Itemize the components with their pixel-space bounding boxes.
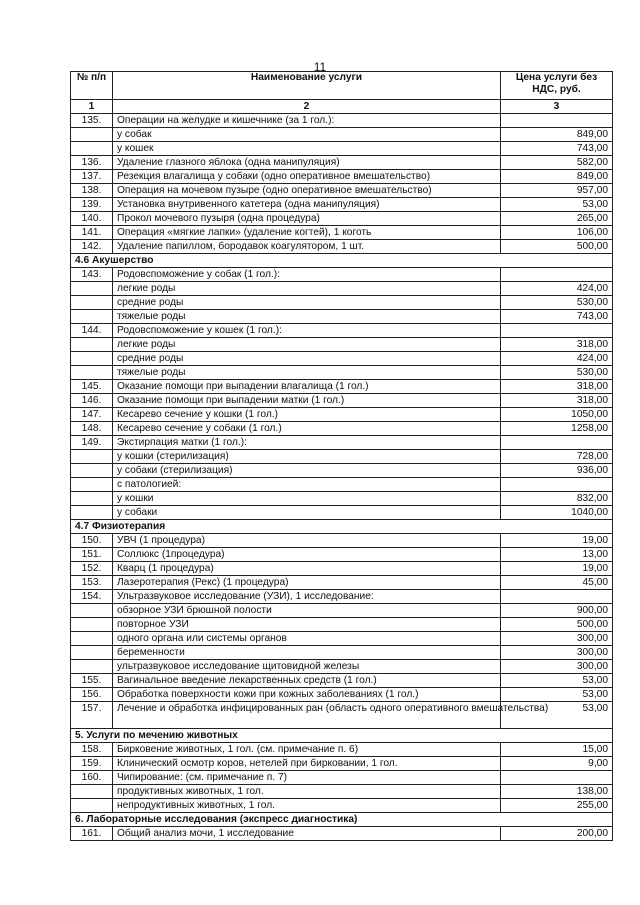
table-row — [71, 128, 613, 142]
table-row — [71, 785, 613, 799]
row-number: 156. — [71, 688, 113, 702]
service-price: 500,00 — [501, 618, 613, 632]
service-name: средние роды — [113, 296, 501, 310]
table-row — [71, 450, 613, 464]
row-number: 136. — [71, 156, 113, 170]
table-row — [71, 702, 613, 729]
table-row — [71, 170, 613, 184]
service-price: 500,00 — [501, 240, 613, 254]
row-number: 144. — [71, 324, 113, 338]
table-row — [71, 156, 613, 170]
section-title: 4.7 Физиотерапия — [71, 520, 613, 534]
service-price: 1258,00 — [501, 422, 613, 436]
row-number: 137. — [71, 170, 113, 184]
table-row — [71, 282, 613, 296]
table-row — [71, 757, 613, 771]
service-price: 318,00 — [501, 394, 613, 408]
service-price — [501, 590, 613, 604]
row-number: 135. — [71, 114, 113, 128]
table-row — [71, 688, 613, 702]
table-row — [71, 534, 613, 548]
row-number — [71, 310, 113, 324]
row-number — [71, 352, 113, 366]
service-price: 19,00 — [501, 562, 613, 576]
table-row — [71, 226, 613, 240]
table-row — [71, 338, 613, 352]
service-price: 849,00 — [501, 170, 613, 184]
row-number — [71, 366, 113, 380]
service-name: Удаление папиллом, бородавок коагулятором, 1 шт. — [113, 240, 501, 254]
table-header-row — [71, 72, 613, 100]
service-name: Кесарево сечение у кошки (1 гол.) — [113, 408, 501, 422]
row-number: 141. — [71, 226, 113, 240]
row-number: 148. — [71, 422, 113, 436]
table-row — [71, 660, 613, 674]
service-name: Бирковение животных, 1 гол. (см. примечание п. 6) — [113, 743, 501, 757]
service-price — [501, 771, 613, 785]
service-price: 832,00 — [501, 492, 613, 506]
row-number: 140. — [71, 212, 113, 226]
service-name: Лазеротерапия (Рекс) (1 процедура) — [113, 576, 501, 590]
service-name: Обработка поверхности кожи при кожных заболеваниях (1 гол.) — [113, 688, 501, 702]
section-row — [71, 813, 613, 827]
service-price — [501, 114, 613, 128]
service-price: 138,00 — [501, 785, 613, 799]
service-name: продуктивных животных, 1 гол. — [113, 785, 501, 799]
service-price: 53,00 — [501, 702, 613, 729]
service-name: УВЧ (1 процедура) — [113, 534, 501, 548]
row-number: 145. — [71, 380, 113, 394]
service-price: 900,00 — [501, 604, 613, 618]
service-name: у собаки — [113, 506, 501, 520]
service-name: у кошки (стерилизация) — [113, 450, 501, 464]
row-number — [71, 478, 113, 492]
service-name: Оказание помощи при выпадении влагалища (1 гол.) — [113, 380, 501, 394]
service-name: непродуктивных животных, 1 гол. — [113, 799, 501, 813]
service-price: 424,00 — [501, 352, 613, 366]
table-row — [71, 827, 613, 841]
service-name: Ультразвуковое исследование (УЗИ), 1 исследование: — [113, 590, 501, 604]
row-number: 139. — [71, 198, 113, 212]
service-price: 530,00 — [501, 296, 613, 310]
table-row — [71, 492, 613, 506]
service-name: Операции на желудке и кишечнике (за 1 гол.): — [113, 114, 501, 128]
service-name: одного органа или системы органов — [113, 632, 501, 646]
service-name: с патологией: — [113, 478, 501, 492]
row-number — [71, 632, 113, 646]
table-row — [71, 380, 613, 394]
table-row — [71, 296, 613, 310]
service-price: 13,00 — [501, 548, 613, 562]
row-number: 150. — [71, 534, 113, 548]
row-number — [71, 338, 113, 352]
table-row — [71, 562, 613, 576]
row-number: 151. — [71, 548, 113, 562]
service-price: 300,00 — [501, 646, 613, 660]
table-row — [71, 240, 613, 254]
column-number-2: 2 — [113, 100, 501, 114]
service-name: Резекция влагалища у собаки (одно оперативное вмешательство) — [113, 170, 501, 184]
service-name: Лечение и обработка инфицированных ран (область одного оперативного вмешательства) — [113, 702, 501, 729]
row-number: 160. — [71, 771, 113, 785]
service-price: 318,00 — [501, 338, 613, 352]
section-title: 5. Услуги по мечению животных — [71, 729, 613, 743]
service-price: 265,00 — [501, 212, 613, 226]
service-price: 45,00 — [501, 576, 613, 590]
row-number: 158. — [71, 743, 113, 757]
table-row — [71, 352, 613, 366]
table-row — [71, 464, 613, 478]
row-number — [71, 646, 113, 660]
service-name: повторное УЗИ — [113, 618, 501, 632]
table-row — [71, 436, 613, 450]
row-number — [71, 492, 113, 506]
service-price — [501, 436, 613, 450]
table-row — [71, 408, 613, 422]
service-price: 318,00 — [501, 380, 613, 394]
service-name: Прокол мочевого пузыря (одна процедура) — [113, 212, 501, 226]
service-price: 936,00 — [501, 464, 613, 478]
table-row — [71, 324, 613, 338]
service-name: беременности — [113, 646, 501, 660]
service-name: Вагинальное введение лекарственных средств (1 гол.) — [113, 674, 501, 688]
row-number: 147. — [71, 408, 113, 422]
section-row — [71, 254, 613, 268]
service-name: Удаление глазного яблока (одна манипуляция) — [113, 156, 501, 170]
table-row — [71, 590, 613, 604]
table-row — [71, 198, 613, 212]
header-price: Цена услуги без НДС, руб. — [501, 72, 613, 100]
row-number — [71, 142, 113, 156]
table-row — [71, 799, 613, 813]
service-name: Клинический осмотр коров, нетелей при бирковании, 1 гол. — [113, 757, 501, 771]
service-price: 300,00 — [501, 632, 613, 646]
service-price — [501, 268, 613, 282]
service-price: 200,00 — [501, 827, 613, 841]
service-name: тяжелые роды — [113, 310, 501, 324]
row-number: 154. — [71, 590, 113, 604]
section-title: 4.6 Акушерство — [71, 254, 613, 268]
service-price — [501, 478, 613, 492]
service-name: тяжелые роды — [113, 366, 501, 380]
row-number — [71, 785, 113, 799]
row-number — [71, 506, 113, 520]
service-price: 743,00 — [501, 142, 613, 156]
row-number — [71, 604, 113, 618]
header-number: № п/п — [71, 72, 113, 100]
service-name: Кесарево сечение у собаки (1 гол.) — [113, 422, 501, 436]
row-number: 157. — [71, 702, 113, 729]
service-name: средние роды — [113, 352, 501, 366]
section-row — [71, 729, 613, 743]
section-title: 6. Лабораторные исследования (экспресс диагностика) — [71, 813, 613, 827]
row-number: 152. — [71, 562, 113, 576]
service-price: 53,00 — [501, 198, 613, 212]
table-row — [71, 548, 613, 562]
service-price: 255,00 — [501, 799, 613, 813]
page-number: 11 — [313, 60, 327, 74]
service-price — [501, 324, 613, 338]
service-name: Оказание помощи при выпадении матки (1 гол.) — [113, 394, 501, 408]
service-name: Операция на мочевом пузыре (одно оперативное вмешательство) — [113, 184, 501, 198]
table-row — [71, 674, 613, 688]
service-price: 300,00 — [501, 660, 613, 674]
table-row — [71, 268, 613, 282]
service-price: 1040,00 — [501, 506, 613, 520]
table-row — [71, 366, 613, 380]
service-price: 53,00 — [501, 688, 613, 702]
price-table — [70, 71, 613, 841]
row-number — [71, 450, 113, 464]
column-number-1: 1 — [71, 100, 113, 114]
row-number: 138. — [71, 184, 113, 198]
service-price: 15,00 — [501, 743, 613, 757]
service-price: 106,00 — [501, 226, 613, 240]
header-service-name: Наименование услуги — [113, 72, 501, 100]
service-name: Экстирпация матки (1 гол.): — [113, 436, 501, 450]
service-name: Родовспоможение у собак (1 гол.): — [113, 268, 501, 282]
column-numbers-row — [71, 100, 613, 114]
service-price: 743,00 — [501, 310, 613, 324]
service-price: 582,00 — [501, 156, 613, 170]
row-number — [71, 128, 113, 142]
service-name: легкие роды — [113, 282, 501, 296]
service-name: Чипирование: (см. примечание п. 7) — [113, 771, 501, 785]
service-price: 9,00 — [501, 757, 613, 771]
service-name: у собак — [113, 128, 501, 142]
table-row — [71, 604, 613, 618]
row-number — [71, 464, 113, 478]
table-row — [71, 771, 613, 785]
row-number: 159. — [71, 757, 113, 771]
service-name: легкие роды — [113, 338, 501, 352]
table-row — [71, 646, 613, 660]
service-name: у кошки — [113, 492, 501, 506]
table-row — [71, 632, 613, 646]
service-name: Общий анализ мочи, 1 исследование — [113, 827, 501, 841]
row-number: 143. — [71, 268, 113, 282]
table-row — [71, 576, 613, 590]
table-row — [71, 142, 613, 156]
table-row — [71, 478, 613, 492]
table-row — [71, 114, 613, 128]
service-name: Кварц (1 процедура) — [113, 562, 501, 576]
service-price: 1050,00 — [501, 408, 613, 422]
section-row — [71, 520, 613, 534]
row-number — [71, 296, 113, 310]
table-body — [71, 114, 613, 841]
service-price: 424,00 — [501, 282, 613, 296]
service-price: 728,00 — [501, 450, 613, 464]
row-number: 142. — [71, 240, 113, 254]
row-number — [71, 660, 113, 674]
service-name: у кошек — [113, 142, 501, 156]
row-number: 155. — [71, 674, 113, 688]
row-number: 153. — [71, 576, 113, 590]
service-price: 957,00 — [501, 184, 613, 198]
row-number: 149. — [71, 436, 113, 450]
service-name: Родовспоможение у кошек (1 гол.): — [113, 324, 501, 338]
table-row — [71, 422, 613, 436]
row-number — [71, 799, 113, 813]
service-name: Соллюкс (1процедура) — [113, 548, 501, 562]
row-number — [71, 282, 113, 296]
table-row — [71, 743, 613, 757]
service-price: 849,00 — [501, 128, 613, 142]
table-row — [71, 618, 613, 632]
service-name: обзорное УЗИ брюшной полости — [113, 604, 501, 618]
row-number — [71, 618, 113, 632]
table-row — [71, 184, 613, 198]
service-price: 530,00 — [501, 366, 613, 380]
row-number: 161. — [71, 827, 113, 841]
table-row — [71, 394, 613, 408]
service-name: Операция «мягкие лапки» (удаление когтей), 1 коготь — [113, 226, 501, 240]
service-name: ультразвуковое исследование щитовидной железы — [113, 660, 501, 674]
table-row — [71, 506, 613, 520]
service-name: Установка внутривенного катетера (одна манипуляция) — [113, 198, 501, 212]
service-price: 19,00 — [501, 534, 613, 548]
column-number-3: 3 — [501, 100, 613, 114]
table-row — [71, 310, 613, 324]
service-name: у собаки (стерилизация) — [113, 464, 501, 478]
table-row — [71, 212, 613, 226]
service-price: 53,00 — [501, 674, 613, 688]
row-number: 146. — [71, 394, 113, 408]
